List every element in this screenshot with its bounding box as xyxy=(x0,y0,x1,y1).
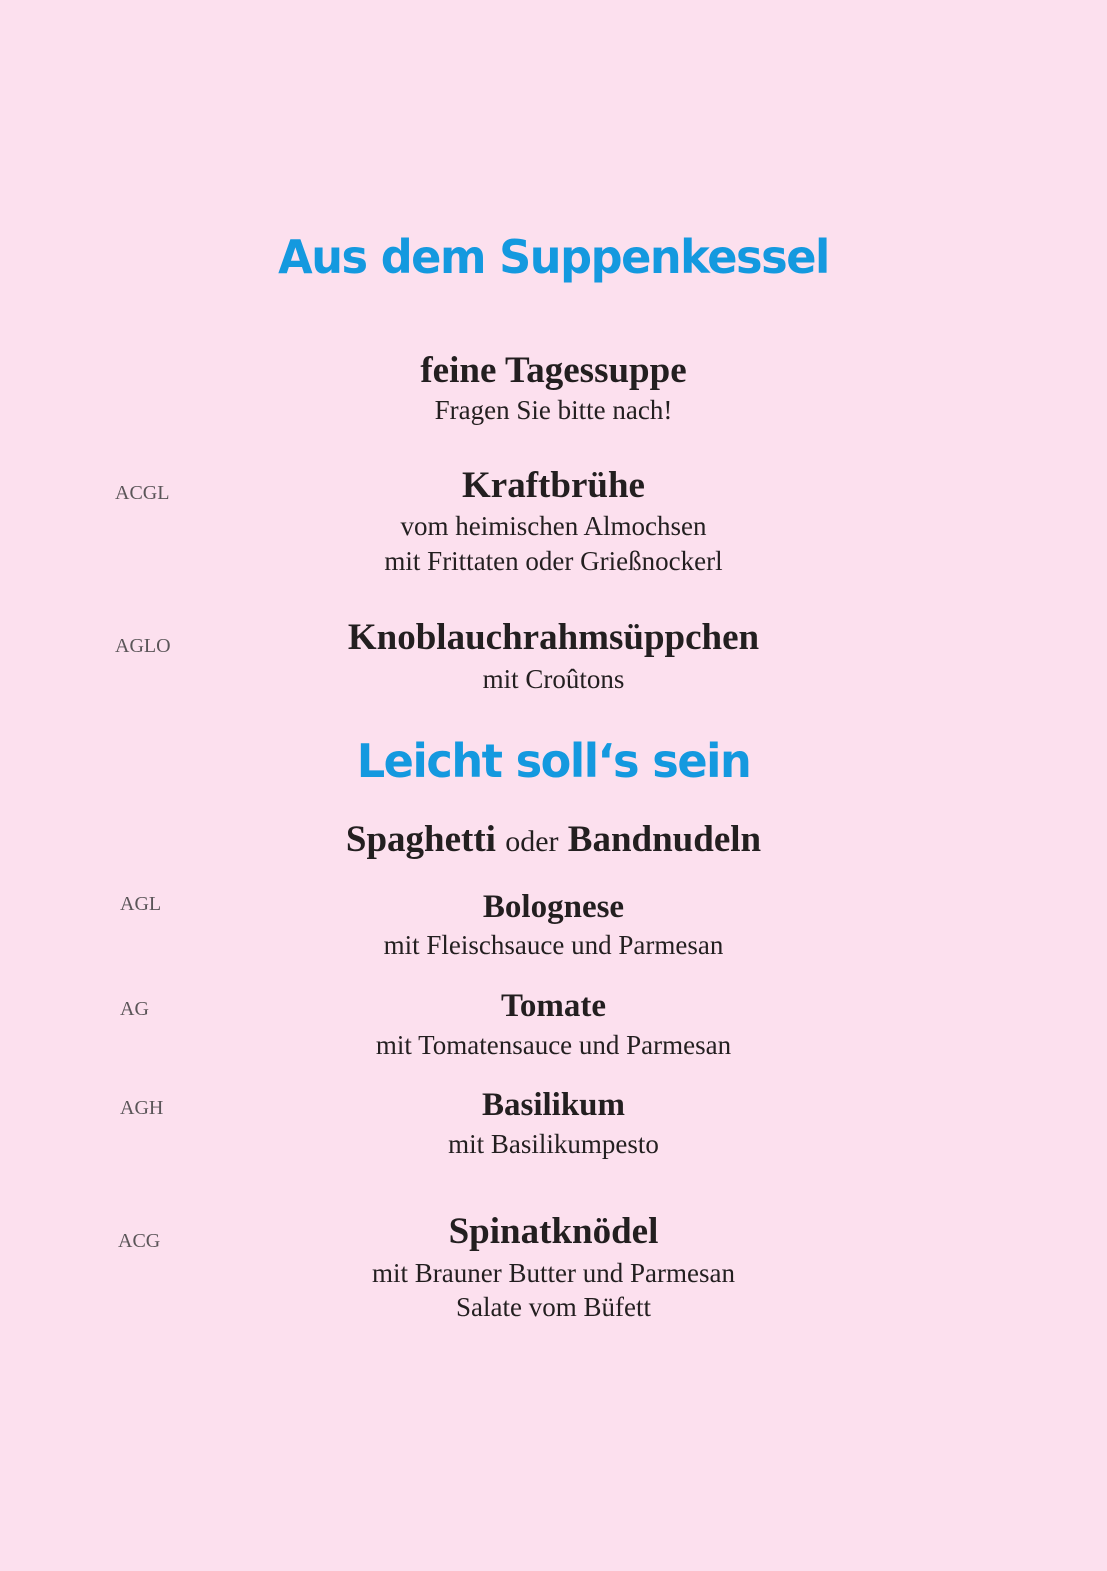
allergen-codes-spinatknoedel: ACG xyxy=(118,1230,161,1252)
section-heading-soups: Aus dem Suppenkessel xyxy=(278,230,829,284)
dish-desc-bolognese: mit Fleischsauce und Parmesan xyxy=(383,930,724,960)
dish-name-tomate: Tomate xyxy=(500,988,607,1024)
dish-desc-tomate: mit Tomatensauce und Parmesan xyxy=(375,1030,732,1060)
dish-desc-spinatknoedel: mit Brauner Butter und Parmesan xyxy=(372,1258,735,1288)
dish-desc-kraftbruehe-1: vom heimischen Almochsen xyxy=(400,511,707,541)
allergen-codes-tomate: AG xyxy=(120,998,149,1020)
dish-name-basilikum: Basilikum xyxy=(481,1087,626,1123)
dish-desc-basilikum: mit Basilikumpesto xyxy=(448,1129,659,1159)
dish-name-spinatknoedel: Spinatknödel xyxy=(448,1211,659,1252)
dish-name-kraftbruehe: Kraftbrühe xyxy=(462,465,645,506)
pasta-or-connector: oder xyxy=(505,825,559,858)
pasta-option-bandnudeln: Bandnudeln xyxy=(567,819,762,860)
dish-name-knoblauchrahmsueppchen: Knoblauchrahmsüppchen xyxy=(347,617,760,658)
dish-desc-kraftbruehe-2: mit Frittaten oder Grießnockerl xyxy=(384,546,723,576)
side-salad-note: Salate vom Büfett xyxy=(456,1292,651,1322)
pasta-option-spaghetti: Spaghetti xyxy=(345,819,496,860)
pasta-header xyxy=(0,821,1107,858)
allergen-codes-kraftbruehe: ACGL xyxy=(115,482,170,504)
dish-name-bolognese: Bolognese xyxy=(482,889,625,925)
dish-desc-tagessuppe: Fragen Sie bitte nach! xyxy=(434,395,673,425)
allergen-codes-basilikum: AGH xyxy=(120,1097,164,1119)
dish-name-tagessuppe: feine Tagessuppe xyxy=(420,350,687,391)
allergen-codes-knoblauch: AGLO xyxy=(115,635,171,657)
allergen-codes-bolognese: AGL xyxy=(120,893,162,915)
dish-desc-knoblauchrahmsueppchen: mit Croûtons xyxy=(482,664,625,694)
section-heading-light: Leicht soll‘s sein xyxy=(356,734,751,788)
